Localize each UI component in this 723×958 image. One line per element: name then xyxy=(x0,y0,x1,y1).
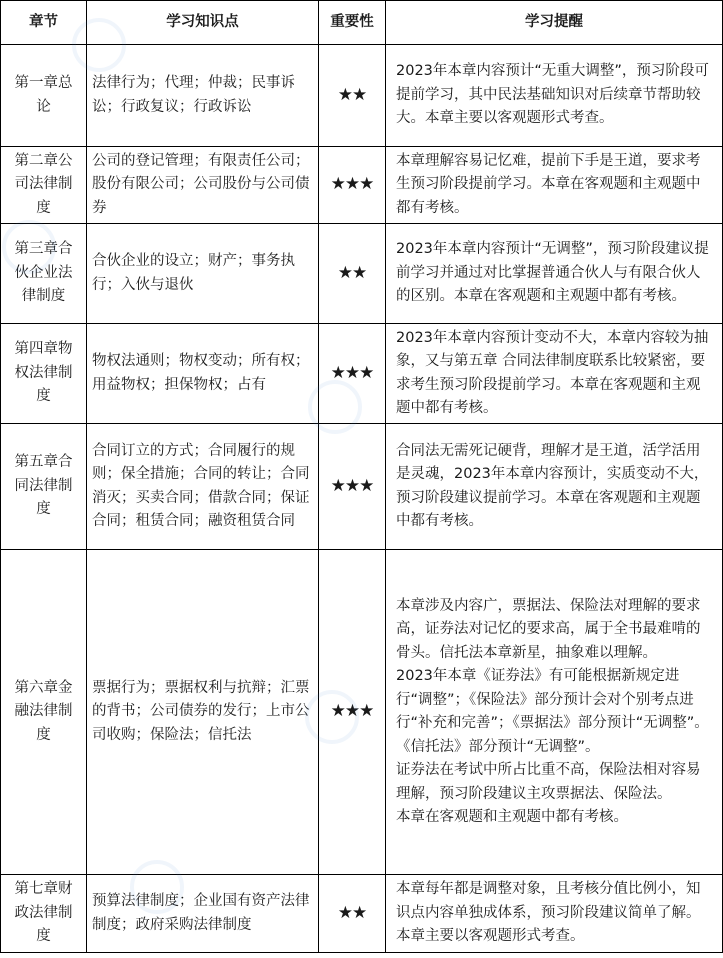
chapter-cell: 第二章公司法律制度 xyxy=(1,147,87,224)
chapter-cell: 第七章财政法律制度 xyxy=(1,875,87,953)
study-tip-text: 证券法在考试中所占比重不高，保险法相对容易理解，预习阶段建议主攻票据法、保险法。 xyxy=(396,762,701,802)
study-tip-text: 2023年本章内容预计“无重大调整”，预习阶段可提前学习，其中民法基础知识对后续章节帮助较大。本章主要以客观题形式考查。 xyxy=(396,63,709,127)
chapter-cell: 第三章合伙企业法律制度 xyxy=(1,224,87,324)
header-importance: 重要性 xyxy=(319,1,386,45)
table-row xyxy=(1,550,723,875)
header-study-tips: 学习提醒 xyxy=(386,1,723,45)
study-tip-cell xyxy=(386,224,723,324)
importance-stars: ★★★ xyxy=(319,147,386,224)
study-tip-text: 合同法无需死记硬背，理解才是王道，活学活用是灵魂，2023年本章内容预计，实质变动不大，预习阶段建议提前学习。本章在客观题和主观题中都有考核。 xyxy=(396,442,709,529)
header-knowledge-points: 学习知识点 xyxy=(87,1,319,45)
importance-stars: ★★ xyxy=(319,224,386,324)
study-tip-cell xyxy=(386,147,723,224)
study-tip-cell xyxy=(386,45,723,147)
study-tip-text: 本章理解容易记忆难，提前下手是王道，要求考生预习阶段提前学习。本章在客观题和主观题中都有考核。 xyxy=(396,152,701,216)
importance-stars: ★★ xyxy=(319,875,386,953)
study-tip-cell xyxy=(386,324,723,424)
study-tip-text: 本章涉及内容广，票据法、保险法对理解的要求高，证券法对记忆的要求高，属于全书最难啃的骨头。信托法本章新星，抽象难以理解。 xyxy=(396,597,701,661)
table-row xyxy=(1,147,723,224)
importance-stars: ★★★ xyxy=(319,550,386,875)
importance-stars: ★★ xyxy=(319,45,386,147)
importance-stars: ★★★ xyxy=(319,424,386,550)
header-row xyxy=(1,1,723,45)
table-row xyxy=(1,45,723,147)
chapter-cell: 第一章总论 xyxy=(1,45,87,147)
study-tip-text: 2023年本章内容预计“无调整”，预习阶段建议提前学习并通过对比掌握普通合伙人与有限合伙人的区别。本章在客观题和主观题中都有考核。 xyxy=(396,241,709,305)
knowledge-points-cell: 物权法通则；物权变动；所有权；用益物权；担保物权；占有 xyxy=(87,324,319,424)
table-row xyxy=(1,324,723,424)
chapter-cell: 第五章合同法律制度 xyxy=(1,424,87,550)
chapter-cell: 第四章物权法律制度 xyxy=(1,324,87,424)
knowledge-points-cell: 票据行为；票据权利与抗辩；汇票的背书；公司债券的发行；上市公司收购；保险法；信托法 xyxy=(87,550,319,875)
knowledge-points-cell: 法律行为；代理；仲裁；民事诉讼；行政复议；行政诉讼 xyxy=(87,45,319,147)
importance-stars: ★★★ xyxy=(319,324,386,424)
header-chapter: 章节 xyxy=(1,1,87,45)
chapter-cell: 第六章金融法律制度 xyxy=(1,550,87,875)
study-tip-cell xyxy=(386,875,723,953)
study-tip-text: 本章在客观题和主观题中都有考核。 xyxy=(396,809,628,825)
knowledge-points-cell: 公司的登记管理；有限责任公司；股份有限公司；公司股份与公司债券 xyxy=(87,147,319,224)
study-tip-cell xyxy=(386,424,723,550)
knowledge-points-cell: 预算法律制度；企业国有资产法律制度；政府采购法律制度 xyxy=(87,875,319,953)
table-row xyxy=(1,424,723,550)
knowledge-points-cell: 合同订立的方式；合同履行的规则；保全措施；合同的转让；合同消灭；买卖合同；借款合同；保证合同；租赁合同；融资租赁合同 xyxy=(87,424,319,550)
study-tip-cell xyxy=(386,550,723,875)
knowledge-points-cell: 合伙企业的设立；财产；事务执行；入伙与退伙 xyxy=(87,224,319,324)
study-tip-text: 本章每年都是调整对象，且考核分值比例小，知识点内容单独成体系，预习阶段建议简单了解。本章主要以客观题形式考查。 xyxy=(396,881,701,945)
study-tip-text: 2023年本章《证券法》有可能根据新规定进行“调整”；《保险法》部分预计会对个别考点进行“补充和完善”；《票据法》部分预计“无调整”。《信托法》部分预计“无调整”。 xyxy=(396,668,709,755)
study-tip-text: 2023年本章内容预计变动不大，本章内容较为抽象，又与第五章 合同法律制度联系比较紧密，要求考生预习阶段提前学习。本章在客观题和主观题中都有考核。 xyxy=(396,329,709,416)
table-row xyxy=(1,875,723,953)
table-row xyxy=(1,224,723,324)
